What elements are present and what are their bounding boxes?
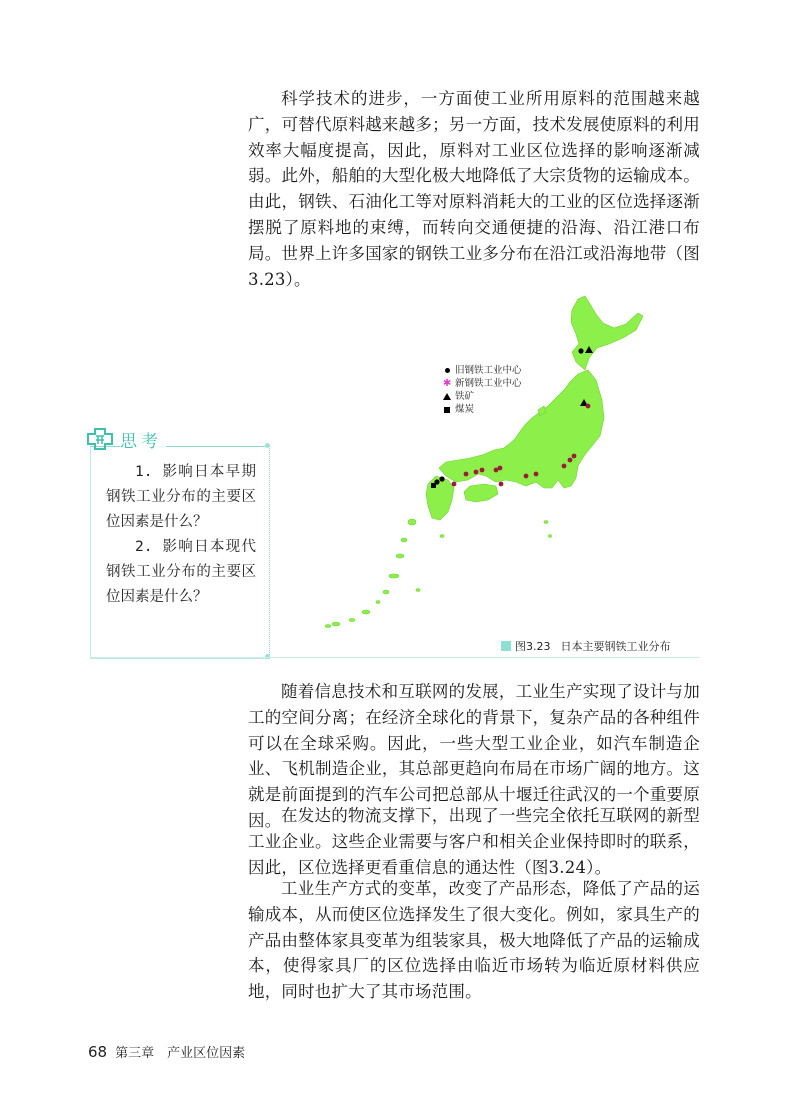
body-paragraph-3: 在发达的物流支撑下，出现了一些完全依托互联网的新型工业企业。这些企业需要与客户和相关企业保持即时的联系，因此，区位选择更看重信息的通达性（图3.24）。 — [248, 806, 700, 877]
triangle-icon — [443, 393, 451, 400]
star-icon: ✱ — [442, 377, 452, 389]
page-number: 68 — [88, 1043, 108, 1061]
new-center-marker — [480, 468, 485, 473]
new-center-marker — [562, 464, 567, 469]
corner-dot — [265, 443, 270, 448]
chapter-title: 第三章 产业区位因素 — [115, 1046, 246, 1061]
figure-title: 日本主要钢铁工业分布 — [560, 640, 671, 653]
new-center-marker — [464, 472, 469, 477]
japan-steel-map — [300, 290, 700, 655]
new-center-marker — [452, 482, 457, 487]
figure-number: 图3.23 — [515, 640, 551, 653]
legend-iron-ore — [443, 390, 522, 403]
body-paragraph-4: 工业生产方式的变革，改变了产品形态，降低了产品的运输成本，从而使区位选择发生了很大变化。例如，家具生产的产品由整体家具变革为组装家具，极大地降低了产品的运输成本，使得家具厂的区位选择由临近市场转为临近原材料供应地，同时也扩大了其市场范围。 — [248, 879, 700, 1002]
japan-landmass — [325, 296, 643, 628]
legend-iron-ore-label: 铁矿 — [455, 391, 475, 402]
coal-marker — [431, 483, 436, 488]
legend-coal-label: 煤炭 — [455, 404, 475, 415]
think-question-2: 2. 影响日本现代钢铁工业分布的主要区位因素是什么？ — [106, 539, 256, 605]
new-center-marker — [534, 472, 539, 477]
caption-square-icon — [501, 641, 511, 651]
map-legend — [443, 364, 522, 416]
think-icon — [86, 427, 114, 451]
old-center-marker — [439, 476, 444, 481]
think-header — [86, 426, 166, 452]
black-circle-icon — [443, 368, 451, 373]
legend-old-center-label: 旧钢铁工业中心 — [455, 365, 522, 376]
figure-caption — [501, 638, 671, 654]
legend-coal — [443, 403, 522, 416]
new-center-marker — [494, 468, 499, 473]
divider — [90, 657, 700, 658]
legend-new-center-label: 新钢铁工业中心 — [455, 378, 522, 389]
body-paragraph-1: 科学技术的进步，一方面使工业所用原料的范围越来越广，可替代原料越来越多；另一方面，技术发展使原料的利用效率大幅度提高，因此，原料对工业区位选择的影响逐渐减弱。此外，船舶的大型化极大地降低了大宗货物的运输成本。由此，钢铁、石油化工等对原料消耗大的工业的区位选择逐渐摆脱了原料地的束缚，而转向交通便捷的沿海、沿江港口布局。世界上许多国家的钢铁工业多分布在沿江或沿海地带（图3.23）。 — [248, 89, 700, 289]
old-center-marker — [578, 348, 583, 353]
think-question-1: 1. 影响日本早期钢铁工业分布的主要区位因素是什么？ — [106, 464, 256, 530]
new-center-marker — [568, 458, 573, 463]
new-center-marker — [474, 470, 479, 475]
new-center-marker — [524, 474, 529, 479]
body-paragraph-2: 随着信息技术和互联网的发展，工业生产实现了设计与加工的空间分离；在经济全球化的背景下，复杂产品的各种组件可以在全球采购。因此，一些大型工业企业，如汽车制造企业、飞机制造企业，其总部更趋向布局在市场广阔的地方。这就是前面提到的汽车公司把总部从十堰迁往武汉的一个重要原因。 — [248, 682, 700, 830]
new-center-marker — [572, 454, 577, 459]
new-center-marker — [499, 482, 504, 487]
new-center-marker — [586, 404, 591, 409]
square-icon — [443, 407, 451, 413]
page-footer — [88, 1042, 245, 1061]
legend-new-center — [443, 377, 522, 390]
think-title: 思考 — [120, 427, 166, 452]
legend-old-center — [443, 364, 522, 377]
